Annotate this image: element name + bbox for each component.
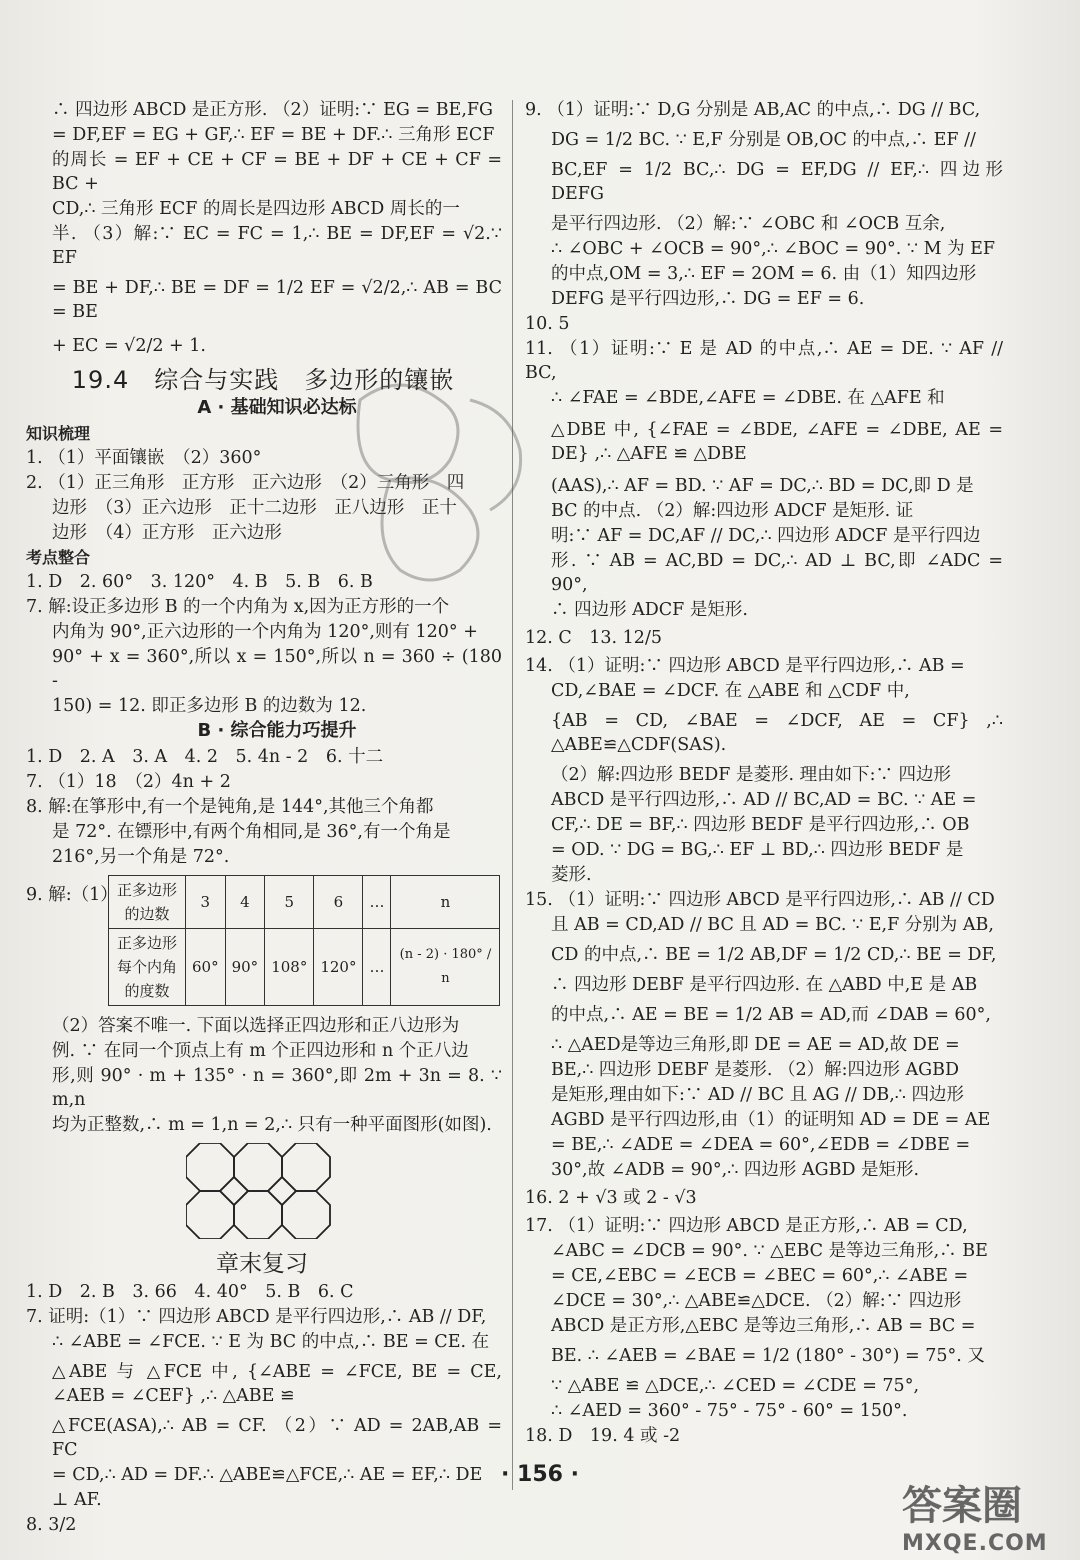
text-line: （2）答案不唯一. 下面以选择正四边形和正八边形为 xyxy=(52,1016,460,1036)
text-line: = CD,∴ AD = DF.∴ △ABE≌△FCE,∴ AE = EF,∴ DE xyxy=(52,1465,483,1485)
table-row xyxy=(109,929,500,1006)
text-line: BE. ∴ ∠AEB = ∠BAE = 1/2 (180° - 30°) = 75°. 又 xyxy=(551,1346,985,1366)
text-line: DG = 1/2 BC. ∵ E,F 分别是 OB,OC 的中点,∴ EF // xyxy=(551,130,976,150)
text-line: 边形 （4）正方形 正六边形 xyxy=(52,523,282,543)
text-line: ⊥ AF. xyxy=(52,1490,102,1510)
text-line: = BE + DF,∴ BE = DF = 1/2 EF = √2/2,∴ AB = BC = BE xyxy=(52,278,502,322)
section-title: 19.4 综合与实践 多边形的镶嵌 xyxy=(71,366,455,394)
text-line: 216°,另一个角是 72°. xyxy=(52,847,230,867)
text-line: 9. （1）证明:∵ D,G 分别是 AB,AC 的中点,∴ DG // BC, xyxy=(525,100,981,120)
text-line: 7. 证明:（1）∵ 四边形 ABCD 是平行四边形,∴ AB // DF, xyxy=(26,1307,487,1327)
table-cell: n xyxy=(391,876,500,929)
text-line: 2. （1）正三角形 正方形 正六边形 （2）三角形 四 xyxy=(26,473,465,493)
text-line: △ABE 与 △FCE 中, {∠ABE = ∠FCE, BE = CE, ∠AEB = ∠CEF} ,∴ △ABE ≌ xyxy=(52,1362,502,1406)
text-line: + EC = √2/2 + 1. xyxy=(52,336,206,356)
brand-url: MXQE.COM xyxy=(902,1531,1048,1556)
text-line: 16. 2 + √3 或 2 - √3 xyxy=(525,1188,697,1208)
text-line: CD 的中点,∴ BE = 1/2 AB,DF = 1/2 CD,∴ BE = DF, xyxy=(551,945,997,965)
text-line: ∠DCE = 30°,∴ △ABE≌△DCE. （2）解:∵ 四边形 xyxy=(551,1291,962,1311)
square-tile xyxy=(220,1177,248,1205)
part-b-title: B · 综合能力巧提升 xyxy=(197,720,357,741)
octagon-tiling-svg xyxy=(186,1143,356,1239)
text-line: = CE,∠EBC = ∠ECB = ∠BEC = 60°,∴ ∠ABE = xyxy=(551,1266,969,1286)
text-line: 11. （1）证明:∵ E 是 AD 的中点,∴ AE = DE. ∵ AF // BC, xyxy=(525,339,1003,383)
right-column xyxy=(525,98,1003,1449)
text-line: 明:∵ AF = DC,AF // DC,∴ 四边形 ADCF 是平行四边 xyxy=(551,526,981,546)
table-cell: 108° xyxy=(265,929,314,1006)
text-line: 90° + x = 360°,所以 x = 150°,所以 n = 360 ÷ (180 - xyxy=(52,647,502,691)
table-cell: 4 xyxy=(225,876,265,929)
octagon-tiling-diagram xyxy=(186,1143,502,1246)
table-cell: 120° xyxy=(314,929,363,1006)
q9-label: 9. 解:（1） xyxy=(26,885,118,905)
text-line: 是矩形,理由如下:∵ AD // BC 且 AG // DB,∴ 四边形 xyxy=(551,1085,964,1105)
brand-logo xyxy=(902,1474,1062,1554)
text-line: 1. D 2. 60° 3. 120° 4. B 5. B 6. B xyxy=(26,572,373,592)
text-line: = BE,∴ ∠ADE = ∠DEA = 60°,∠EDB = ∠DBE = xyxy=(551,1135,971,1155)
text-line: 7. 解:设正多边形 B 的一个内角为 x,因为正方形的一个 xyxy=(26,597,450,617)
text-line: {AB = CD, ∠BAE = ∠DCF, AE = CF} ,∴ △ABE≌△CDF(SAS). xyxy=(551,711,1003,755)
text-line: = DF,EF = EG + GF,∴ EF = BE + DF.∴ 三角形 ECF xyxy=(52,125,495,145)
text-line: 且 AB = CD,AD // BC 且 AD = BC. ∵ E,F 分别为 AB, xyxy=(551,915,994,935)
text-line: 150) = 12. 即正多边形 B 的边数为 12. xyxy=(52,696,367,716)
text-line: ABCD 是正方形,△EBC 是等边三角形,∴ AB = BC = xyxy=(551,1316,976,1336)
text-line: ∴ ∠FAE = ∠BDE,∠AFE = ∠DBE. 在 △AFE 和 xyxy=(551,388,945,408)
text-line: 8. 3/2 xyxy=(26,1515,77,1535)
text-line: 14. （1）证明:∵ 四边形 ABCD 是平行四边形,∴ AB = xyxy=(525,656,965,676)
text-line: 形. ∵ AB = AC,BD = DC,∴ AD ⊥ BC,即 ∠ADC = 90°, xyxy=(551,551,1003,595)
text-line: 是平行四边形. （2）解:∵ ∠OBC 和 ∠OCB 互余, xyxy=(551,214,946,234)
text-line: 是 72°. 在镖形中,有两个角相同,是 36°,有一个角是 xyxy=(52,822,451,842)
table-cell: … xyxy=(363,876,391,929)
text-line: 例. ∵ 在同一个顶点上有 m 个正四边形和 n 个正八边 xyxy=(52,1041,469,1061)
table-header-cell: 正多边形的边数 xyxy=(109,876,186,929)
text-line: △FCE(ASA),∴ AB = CF. （2）∵ AD = 2AB,AB = FC xyxy=(52,1416,502,1460)
text-line: 12. C 13. 12/5 xyxy=(525,628,662,648)
text-line: 形,则 90° · m + 135° · n = 360°,即 2m + 3n = 8. ∵ m,n xyxy=(52,1066,502,1110)
text-line: ∴ △AED是等边三角形,即 DE = AE = AD,故 DE = xyxy=(551,1035,960,1055)
table-cell: (n - 2) · 180° / n xyxy=(391,929,500,1006)
text-line: ∠ABC = ∠DCB = 90°. ∵ △EBC 是等边三角形,∴ BE xyxy=(551,1241,988,1261)
text-line: = OD. ∵ DG = BG,∴ EF ⊥ BD,∴ 四边形 BEDF 是 xyxy=(551,840,964,860)
brand-name: 答案圈 xyxy=(902,1483,1022,1529)
text-line: （2）解:四边形 BEDF 是菱形. 理由如下:∵ 四边形 xyxy=(551,765,952,785)
text-line: ∴ 四边形 ABCD 是正方形. （2）证明:∵ EG = BE,FG xyxy=(52,100,494,120)
text-line: 1. （1）平面镶嵌 （2）360° xyxy=(26,448,262,468)
square-tile xyxy=(268,1177,296,1205)
part-a-title: A · 基础知识必达标 xyxy=(197,397,357,418)
table-cell: 5 xyxy=(265,876,314,929)
text-line: BE,∴ 四边形 DEBF 是菱形. （2）解:四边形 AGBD xyxy=(551,1060,960,1080)
table-cell: … xyxy=(363,929,391,1006)
text-line: CD,∠BAE = ∠DCF. 在 △ABE 和 △CDF 中, xyxy=(551,681,910,701)
text-line: 8. 解:在箏形中,有一个是钝角,是 144°,其他三个角都 xyxy=(26,797,434,817)
polygon-table xyxy=(108,875,500,1006)
text-line: BC,EF = 1/2 BC,∴ DG = EF,DG // EF,∴ 四边形 DEFG xyxy=(551,160,1003,204)
text-line: 内角为 90°,正六边形的一个内角为 120°,则有 120° + xyxy=(52,622,478,642)
text-line: 7. （1）18 （2）4n + 2 xyxy=(26,772,231,792)
table-header-cell: 正多边形每个内角的度数 xyxy=(109,929,186,1006)
table-cell: 90° xyxy=(225,929,265,1006)
page-number: · 156 · xyxy=(501,1462,579,1487)
q9-block xyxy=(26,875,502,1006)
text-line: CF,∴ DE = BF,∴ 四边形 BEDF 是平行四边形,∴ OB xyxy=(551,815,970,835)
text-line: 1. D 2. B 3. 66 4. 40° 5. B 6. C xyxy=(26,1282,354,1302)
text-line: DEFG 是平行四边形,∴ DG = EF = 6. xyxy=(551,289,865,309)
text-line: ∴ ∠AED = 360° - 75° - 75° - 60° = 150°. xyxy=(551,1401,908,1421)
text-line: 1. D 2. A 3. A 4. 2 5. 4n - 2 6. 十二 xyxy=(26,747,384,767)
text-line: 的周长 = EF + CE + CF = BE + DF + CE + CF = BC + xyxy=(52,150,502,194)
watermark-stamp xyxy=(330,360,550,600)
table-cell: 60° xyxy=(186,929,226,1006)
text-line: ∴ 四边形 DEBF 是平行四边形. 在 △ABD 中,E 是 AB xyxy=(551,975,978,995)
text-line: △DBE 中, {∠FAE = ∠BDE, ∠AFE = ∠DBE, AE = DE} ,∴ △AFE ≌ △DBE xyxy=(551,420,1003,464)
knowledge-heading: 知识梳理 xyxy=(26,424,91,443)
text-line: 30°,故 ∠ADB = 90°,∴ 四边形 AGBD 是矩形. xyxy=(551,1160,920,1180)
left-column xyxy=(26,98,502,1538)
table-cell: 3 xyxy=(186,876,226,929)
text-line: ABCD 是平行四边形,∴ AD // BC,AD = BC. ∵ AE = xyxy=(551,790,977,810)
text-line: 边形 （3）正六边形 正十二边形 正八边形 正十 xyxy=(52,498,457,518)
chapter-title: 章末复习 xyxy=(216,1251,308,1277)
text-line: 15. （1）证明:∵ 四边形 ABCD 是平行四边形,∴ AB // CD xyxy=(525,890,995,910)
text-line: 的中点,OM = 3,∴ EF = 2OM = 6. 由（1）知四边形 xyxy=(551,264,977,284)
text-line: ∴ ∠OBC + ∠OCB = 90°,∴ ∠BOC = 90°. ∵ M 为 EF xyxy=(551,239,996,259)
text-line: 菱形. xyxy=(551,865,592,885)
text-line: BC 的中点. （2）解:四边形 ADCF 是矩形. 证 xyxy=(551,501,914,521)
text-line: 半. （3）解:∵ EC = FC = 1,∴ BE = DF,EF = √2.∵ EF xyxy=(52,224,502,268)
text-line: 18. D 19. 4 或 -2 xyxy=(525,1426,681,1446)
table-cell: 6 xyxy=(314,876,363,929)
exam-points-heading: 考点整合 xyxy=(26,548,91,567)
text-line: CD,∴ 三角形 ECF 的周长是四边形 ABCD 周长的一 xyxy=(52,199,460,219)
left-block1 xyxy=(52,98,502,358)
text-line: AGBD 是平行四边形,由（1）的证明知 AD = DE = AE xyxy=(551,1110,991,1130)
text-line: 均为正整数,∴ m = 1,n = 2,∴ 只有一种平面图形(如图). xyxy=(52,1115,492,1135)
text-line: 17. （1）证明:∵ 四边形 ABCD 是正方形,∴ AB = CD, xyxy=(525,1216,968,1236)
text-line: ∵ △ABE ≌ △DCE,∴ ∠CED = ∠CDE = 75°, xyxy=(551,1376,920,1396)
polygon-table-wrap xyxy=(108,875,502,1006)
table-row xyxy=(109,876,500,929)
text-line: 的中点,∴ AE = BE = 1/2 AB = AD,而 ∠DAB = 60°, xyxy=(551,1005,991,1025)
column-divider xyxy=(512,100,513,1490)
text-line: ∴ ∠ABE = ∠FCE. ∵ E 为 BC 的中点,∴ BE = CE. 在 xyxy=(52,1332,490,1352)
text-line: 10. 5 xyxy=(525,314,570,334)
text-line: (AAS),∴ AF = BD. ∵ AF = DC,∴ BD = DC,即 D 是 xyxy=(551,476,974,496)
text-line: ∴ 四边形 ADCF 是矩形. xyxy=(551,600,748,620)
